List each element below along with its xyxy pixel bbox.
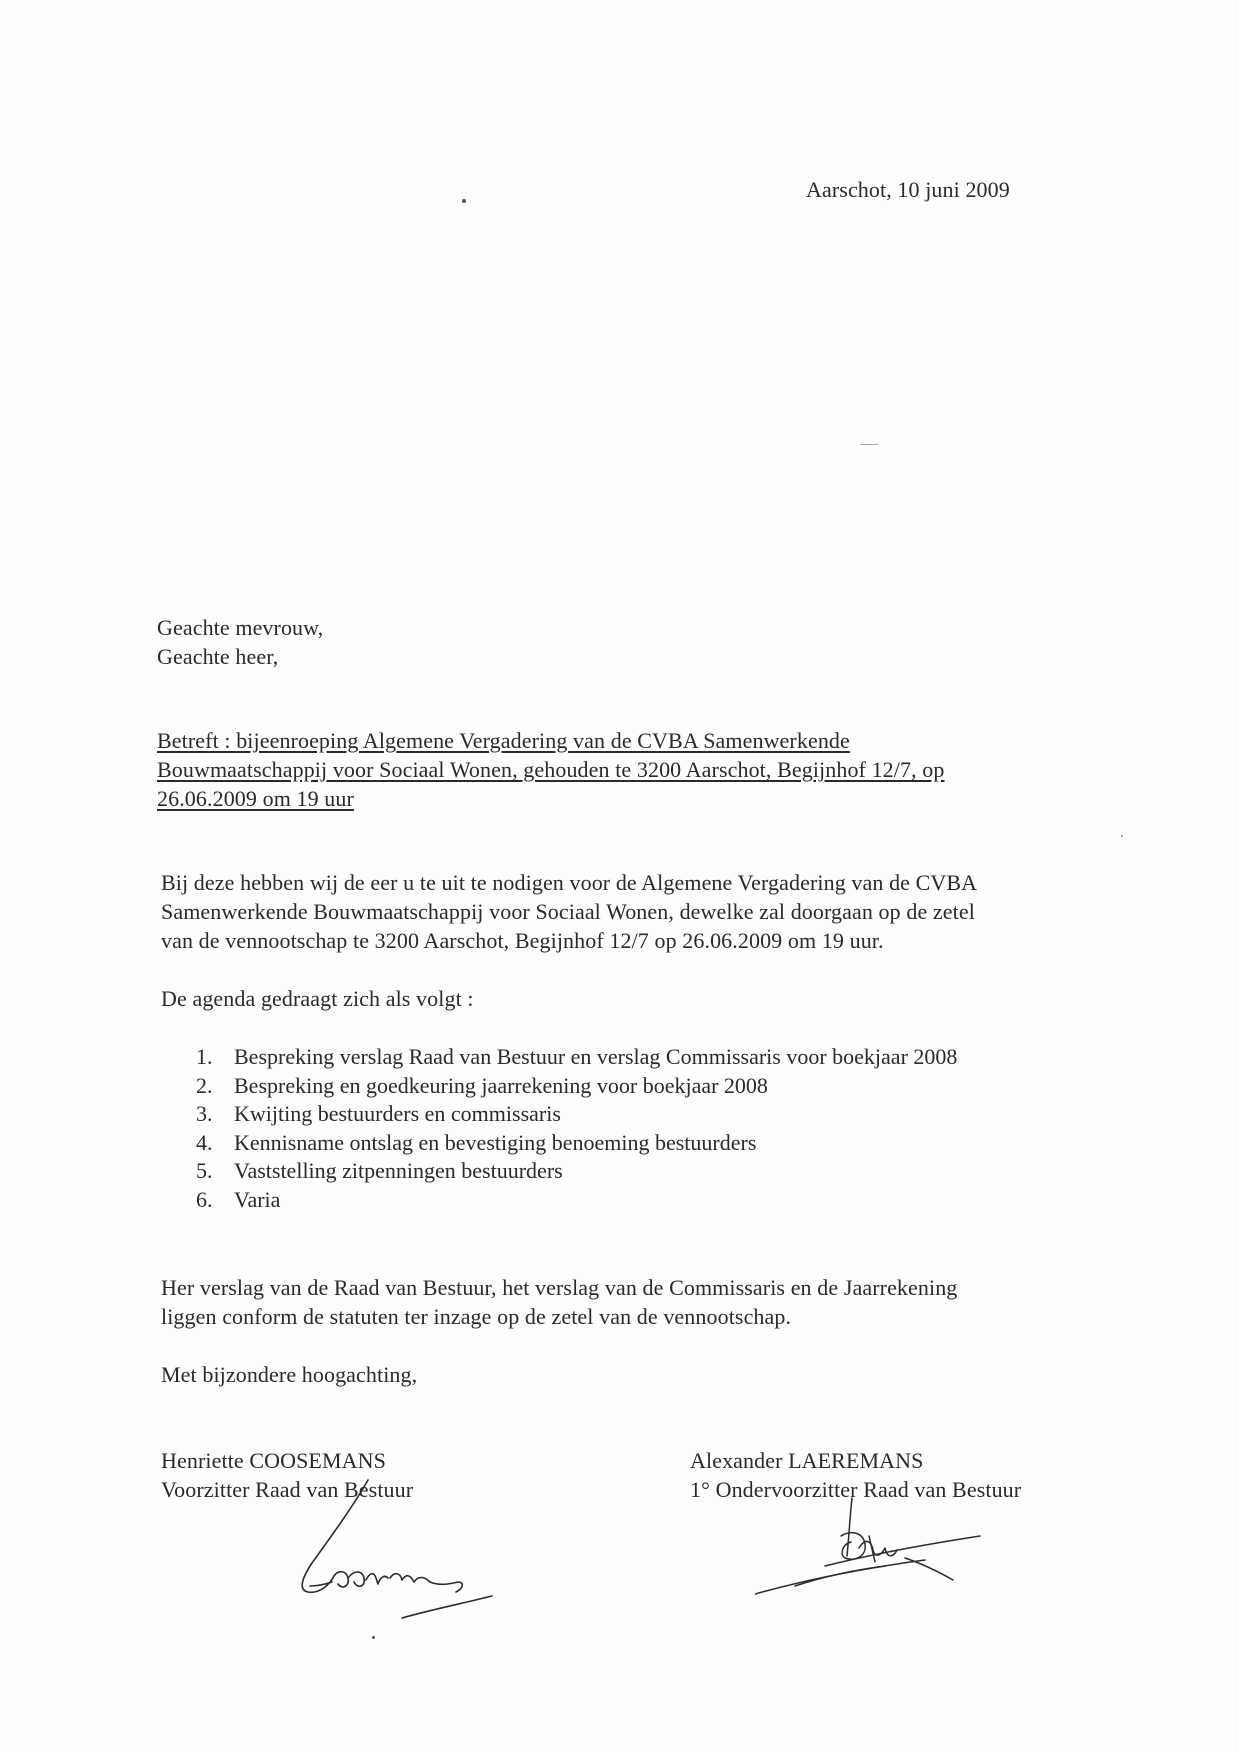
scan-speck (860, 444, 878, 445)
agenda-item (196, 1100, 957, 1129)
agenda-item (196, 1157, 957, 1186)
agenda-text: Kwijting bestuurders en commissaris (234, 1101, 561, 1126)
closing-paragraph (161, 1273, 957, 1331)
signatory-title: Voorzitter Raad van Bestuur (161, 1477, 414, 1502)
salutation-line: Geachte mevrouw, (157, 615, 324, 640)
agenda-text: Varia (234, 1186, 281, 1212)
salutation-line: Geachte heer, (157, 644, 279, 669)
agenda-item (196, 1043, 957, 1072)
subject-line: 26.06.2009 om 19 uur (157, 786, 354, 811)
agenda-item (196, 1072, 957, 1101)
signatory-name: Henriette COOSEMANS (161, 1448, 386, 1473)
paragraph-line: Samenwerkende Bouwmaatschappij voor Sociaal Wonen, dewelke zal doorgaan op de zetel (161, 899, 975, 924)
signatory-title: 1° Ondervoorzitter Raad van Bestuur (690, 1477, 1022, 1502)
paragraph-line: Her verslag van de Raad van Bestuur, het verslag van de Commissaris en de Jaarrekening (161, 1275, 958, 1300)
handwritten-signature-left (290, 1478, 510, 1638)
subject-line: Betreft : bijeenroeping Algemene Vergadering van de CVBA Samenwerkende (157, 728, 850, 753)
signatory-name: Alexander LAEREMANS (690, 1448, 924, 1473)
agenda-number: 3. (196, 1101, 213, 1126)
scan-speck (462, 199, 466, 203)
agenda-item (196, 1186, 957, 1215)
agenda-number: 4. (196, 1129, 213, 1155)
agenda-number: 1. (196, 1044, 213, 1069)
agenda-text: Kennisname ontslag en bevestiging benoeming bestuurders (234, 1129, 757, 1155)
agenda-number: 6. (196, 1186, 213, 1212)
handwritten-signature-right (755, 1496, 985, 1606)
agenda-text: Bespreking en goedkeuring jaarrekening voor boekjaar 2008 (234, 1072, 768, 1098)
letter-date: Aarschot, 10 juni 2009 (806, 177, 1010, 202)
paragraph-line: Bij deze hebben wij de eer u te uit te nodigen voor de Algemene Vergadering van de CVBA (161, 870, 978, 895)
agenda-number: 2. (196, 1072, 213, 1098)
agenda-number: 5. (196, 1158, 213, 1183)
agenda-text: Vaststelling zitpenningen bestuurders (234, 1158, 563, 1183)
agenda-item (196, 1129, 957, 1158)
scan-speck (1121, 835, 1123, 837)
salutation (157, 613, 323, 671)
closing-greeting: Met bijzondere hoogachting, (161, 1362, 418, 1387)
agenda-list (196, 1043, 957, 1214)
paragraph-line: van de vennootschap te 3200 Aarschot, Begijnhof 12/7 op 26.06.2009 om 19 uur. (161, 928, 884, 953)
scan-speck (372, 1636, 375, 1639)
agenda-text: Bespreking verslag Raad van Bestuur en verslag Commissaris voor boekjaar 2008 (234, 1044, 958, 1069)
paragraph-line: liggen conform de statuten ter inzage op de zetel van de vennootschap. (161, 1304, 792, 1329)
agenda-intro: De agenda gedraagt zich als volgt : (161, 986, 474, 1011)
subject-block (157, 726, 945, 813)
subject-line: Bouwmaatschappij voor Sociaal Wonen, gehouden te 3200 Aarschot, Begijnhof 12/7, op (157, 757, 945, 782)
invitation-paragraph (161, 868, 977, 955)
